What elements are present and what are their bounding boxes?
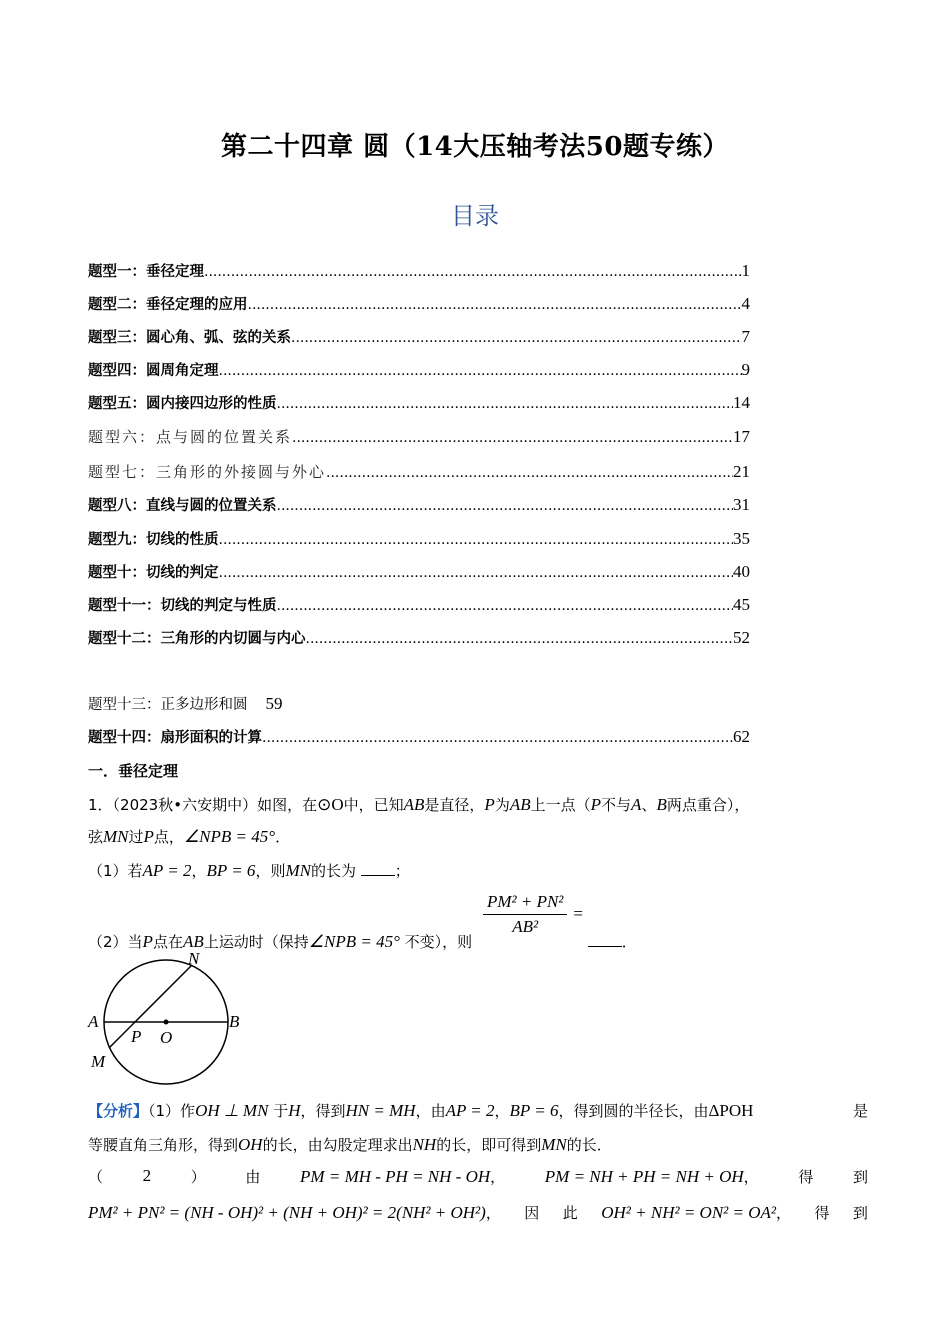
- toc-item-label: 题型十二：三角形的内切圆与内心: [88, 631, 306, 647]
- toc-item[interactable]: [88, 461, 750, 483]
- analysis-tag: 【分析】: [88, 1102, 149, 1120]
- toc-item-page: 40: [733, 562, 750, 581]
- chord-mn: [109, 965, 192, 1048]
- toc-item-page: 59: [265, 694, 283, 713]
- circle-figure: [80, 945, 260, 1085]
- label-o: O: [160, 1028, 173, 1047]
- toc-item-page: 35: [733, 529, 750, 548]
- toc-item[interactable]: [88, 528, 750, 550]
- toc-item-label: 题型十三：正多边形和圆: [88, 697, 248, 713]
- toc-item-page: 21: [733, 462, 750, 481]
- toc-item-label: 题型一：垂径定理: [88, 264, 204, 280]
- toc-item-label: 题型二：垂径定理的应用: [88, 297, 248, 313]
- answer-blank-1[interactable]: [361, 861, 395, 876]
- analysis-line-1: 【分析】（1）作OH ⊥ MN 于H，得到HN = MH，由AP = 2，BP = 6，得到圆的半径长，由ΔPOH 是: [88, 1101, 868, 1120]
- fraction: $\frac{\text{PM² + PN²}}{\text{AB²}}$: [483, 892, 567, 937]
- toc-heading: 目录: [451, 202, 499, 230]
- toc-item-page: 31: [733, 495, 750, 514]
- toc-item[interactable]: [88, 693, 283, 715]
- toc-item-label: 题型五：圆内接四边形的性质: [88, 396, 277, 412]
- toc-item-label: 题型七：三角形的外接圆与外心: [88, 463, 327, 481]
- toc-item[interactable]: [88, 293, 750, 315]
- section-heading: 一．垂径定理: [88, 762, 179, 780]
- toc-item-page: 52: [733, 628, 750, 647]
- analysis-line-2: 等腰直角三角形，得到OH的长，由勾股定理求出NH的长，即可得到MN的长．: [88, 1135, 612, 1154]
- analysis-line-4: PM² + PN² = (NH - OH)² + (NH + OH)² = 2(NH² + OH²)， 因 此 OH² + NH² = ON² = OA²， 得 到: [88, 1203, 868, 1222]
- toc-item-label: 题型八：直线与圆的位置关系: [88, 498, 277, 514]
- question-1: （1）若AP = 2，BP = 6，则MN的长为 ；: [88, 861, 410, 880]
- toc-item-page: 62: [733, 727, 750, 746]
- analysis-line-3: （ 2 ） 由 PM = MH - PH = NH - OH， PM = NH + PH = NH + OH， 得 到: [88, 1166, 868, 1186]
- toc-item-page: 9: [741, 360, 750, 379]
- problem-line-1: 1．（2023秋•六安期中）如图，在⊙O中，已知AB是直径，P为AB上一点（P不与A、B两点重合），: [88, 795, 750, 814]
- toc-item-page: 45: [733, 595, 750, 614]
- toc-item[interactable]: [88, 426, 750, 448]
- toc-item-label: 题型十：切线的判定: [88, 565, 219, 581]
- toc-item[interactable]: [88, 260, 750, 282]
- toc-item-page: 14: [733, 393, 750, 412]
- page-title: 第二十四章 圆（14大压轴考法50题专练）: [221, 132, 729, 162]
- toc-item[interactable]: [88, 494, 750, 516]
- answer-blank-2[interactable]: [588, 932, 622, 947]
- toc-item-label: 题型十一：切线的判定与性质: [88, 598, 277, 614]
- toc-item[interactable]: [88, 726, 750, 748]
- label-n: N: [188, 949, 200, 968]
- toc-item-label: 题型十四：扇形面积的计算: [88, 730, 262, 746]
- label-p: P: [131, 1027, 142, 1046]
- toc-item[interactable]: [88, 594, 750, 616]
- toc-item[interactable]: [88, 627, 750, 649]
- toc-item-label: 题型四：圆周角定理: [88, 363, 219, 379]
- toc-item-label: 题型六：点与圆的位置关系: [88, 428, 293, 446]
- toc-item-page: 1: [741, 261, 750, 280]
- toc-item-page: 4: [741, 294, 750, 313]
- problem-line-2: 弦MN过P点，∠NPB = 45°．: [88, 827, 291, 846]
- toc-item-page: 7: [741, 327, 750, 346]
- question-2: （2）当P点在AB上运动时（保持∠NPB = 45° 不变），则 $\frac{\text{PM² + PN²}}{\text{AB²}}$ = ．: [88, 892, 637, 951]
- toc-item-page: 17: [733, 427, 750, 446]
- toc-item[interactable]: [88, 359, 750, 381]
- toc-item[interactable]: [88, 561, 750, 583]
- toc-item-label: 题型三：圆心角、弧、弦的关系: [88, 330, 291, 346]
- label-m: M: [91, 1052, 106, 1071]
- toc-item[interactable]: [88, 392, 750, 414]
- label-b: B: [229, 1012, 240, 1031]
- center-point: [164, 1020, 169, 1025]
- toc-item[interactable]: [88, 326, 750, 348]
- label-a: A: [88, 1012, 99, 1031]
- toc-item-label: 题型九：切线的性质: [88, 532, 219, 548]
